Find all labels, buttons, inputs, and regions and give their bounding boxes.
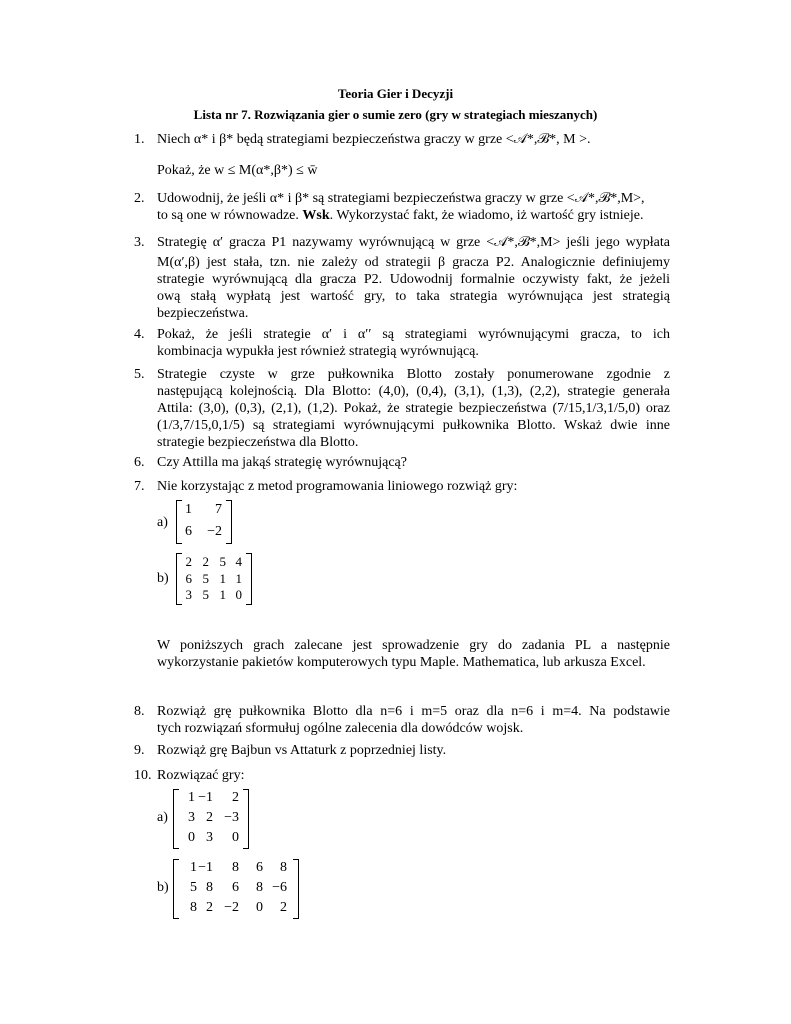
matrix-cell: −6 [272, 880, 287, 895]
matrix-cell: 2 [206, 900, 213, 915]
matrix-cell: 6 [185, 571, 192, 586]
matrix-cell: 2 [232, 790, 239, 805]
note-line: wykorzystanie pakietów komputerowych typu Maple. Mathematica, lub arkusza Excel. [157, 655, 646, 670]
exercise-text [157, 131, 670, 148]
matrix-cell: 1 [235, 571, 242, 586]
hint-label: Wsk [302, 208, 330, 223]
exercise-text [157, 162, 670, 179]
exercise-line: Strategię α′ gracza P1 nazywamy wyrównującą w grze <𝒜*,ℬ*,M> jeśli jego wypłata [157, 235, 670, 250]
matrix-cell: 5 [190, 880, 197, 895]
matrix-cell: −2 [207, 524, 222, 539]
exercise-number: 9. [134, 743, 145, 758]
note-paragraph [157, 637, 670, 671]
exercise-text [157, 478, 670, 495]
exercise-number: 1. [134, 132, 145, 147]
exercise-line: kombinacja wypukła jest również strategią wyrównującą. [157, 344, 479, 359]
matrix-cell: 8 [280, 860, 287, 875]
exercise-line: Rozwiązać gry: [157, 768, 245, 783]
exercise-text [157, 742, 670, 759]
exercise-line: M(α′,β) jest stała, tzn. nie zależy od strategii β gracza P2. Analogicznie definiujemy [157, 255, 670, 270]
exercise-text [157, 234, 670, 322]
exercise-line: Pokaż, że w ≤ M(α*,β*) ≤ w̄ [157, 163, 318, 178]
matrix-cell: 3 [185, 587, 192, 602]
matrix-10a [173, 789, 249, 849]
matrix-cell: 2 [206, 810, 213, 825]
exercise-line: Strategie czyste w grze pułkownika Blotto zostały ponumerowane zgodnie z [157, 367, 670, 382]
bracket-right [243, 789, 249, 849]
exercise-number: 2. [134, 191, 145, 206]
exercise-line: (1/3,7/15,0,1/5) są strategiami wyrównującymi pułkownika Blotto. Wskaż dwie inne [157, 418, 670, 433]
exercise-line: Rozwiąż grę pułkownika Blotto dla n=6 i m=5 oraz dla n=6 i m=4. Na podstawie [157, 704, 670, 719]
matrix-7a [176, 500, 232, 544]
matrix-7b [176, 553, 252, 605]
exercise-text [157, 703, 670, 737]
exercise-line: Niech α* i β* będą strategiami bezpieczeństwa graczy w grze <𝒜*,ℬ*, M >. [157, 132, 591, 147]
matrix-cell: −3 [224, 810, 239, 825]
exercise-line: Attila: (3,0), (0,3), (2,1), (1,2). Pokaż, że strategie bezpieczeństwa (7/15,1/3,1/5,0) oraz [157, 401, 670, 416]
exercise-line: następującą kolejnością. Dla Blotto: (4,0), (0,4), (3,1), (1,3), (2,2), strategie generała [157, 384, 670, 399]
matrix-cell: 8 [190, 900, 197, 915]
exercise-line: Czy Attilla ma jakąś strategię wyrównującą? [157, 455, 407, 470]
matrix-cell: 2 [280, 900, 287, 915]
matrix-label: b) [157, 880, 169, 895]
exercise-line: tych rozwiązań sformułuj ogólne zalecenia dla dowódców wojsk. [157, 721, 524, 736]
exercise-number: 7. [134, 479, 145, 494]
exercise-line: Udowodnij, że jeśli α* i β* są strategiami bezpieczeństwa graczy w grze <𝒜*,ℬ*,M>, [157, 191, 645, 206]
matrix-label: a) [157, 810, 168, 825]
matrix-cell: 0 [232, 830, 239, 845]
matrix-label: b) [157, 571, 169, 586]
exercise-text [157, 326, 670, 360]
hint-text: . Wykorzystać fakt, że wiadomo, iż wartość gry istnieje. [329, 208, 644, 223]
matrix-cell: 4 [235, 554, 242, 569]
exercise-text [157, 190, 670, 224]
matrix-cell: 3 [206, 830, 213, 845]
matrix-cell: 5 [219, 554, 226, 569]
exercise-text [157, 366, 670, 451]
matrix-cell: 1 [219, 587, 226, 602]
matrix-cell: −1 [198, 860, 213, 875]
exercise-text [157, 454, 670, 471]
exercise-number: 4. [134, 327, 145, 342]
exercise-line: bezpieczeństwa. [157, 306, 249, 321]
matrix-cell: 3 [188, 810, 195, 825]
exercise-line [157, 207, 670, 224]
matrix-cell: 1 [219, 571, 226, 586]
matrix-cell: 7 [215, 502, 222, 517]
note-line: W poniższych grach zalecane jest sprowadzenie gry do zadania PL a następnie [157, 638, 670, 653]
hint-prefix: to są one w równowadze. [157, 208, 303, 223]
matrix-cell: 2 [202, 554, 209, 569]
exercise-number: 6. [134, 455, 145, 470]
matrix-cell: −2 [224, 900, 239, 915]
exercise-number: 10. [134, 768, 152, 783]
matrix-cell: 5 [202, 587, 209, 602]
matrix-cell: 1 [188, 790, 195, 805]
matrix-cell: 8 [256, 880, 263, 895]
document-subtitle: Lista nr 7. Rozwiązania gier o sumie zero (gry w strategiach mieszanych) [193, 107, 598, 122]
matrix-cell: 1 [185, 502, 192, 517]
matrix-cell: 2 [185, 554, 192, 569]
matrix-cell: 8 [206, 880, 213, 895]
matrix-10b [173, 859, 299, 919]
matrix-label: a) [157, 515, 168, 530]
bracket-right [293, 859, 299, 919]
exercise-number: 5. [134, 367, 145, 382]
matrix-cell: 1 [190, 860, 197, 875]
exercise-line: ową stałą wypłatą jest wartość gry, to taka strategia wyrównująca jest strategią [157, 289, 670, 304]
exercise-line: Nie korzystając z metod programowania liniowego rozwiąż gry: [157, 479, 518, 494]
bracket-right [226, 500, 232, 544]
matrix-cell: 8 [232, 860, 239, 875]
matrix-cell: 6 [256, 860, 263, 875]
exercise-text [157, 767, 670, 784]
document-title: Teoria Gier i Decyzji [337, 86, 454, 101]
matrix-cell: 0 [256, 900, 263, 915]
exercise-number: 3. [134, 235, 145, 250]
exercise-line: strategie bezpieczeństwa dla Blotto. [157, 435, 359, 450]
matrix-cell: 0 [235, 587, 242, 602]
matrix-cell: 6 [232, 880, 239, 895]
matrix-cell: 0 [188, 830, 195, 845]
matrix-cell: 6 [185, 524, 192, 539]
matrix-cell: 5 [202, 571, 209, 586]
exercise-line: Pokaż, że jeśli strategie α′ i α′′ są strategiami wyrównującymi gracza, to ich [157, 327, 670, 342]
exercise-number: 8. [134, 704, 145, 719]
exercise-line: strategie wyrównującą dla gracza P2. Udowodnij formalnie oczywisty fakt, że jeżeli [157, 272, 670, 287]
matrix-cell: −1 [198, 790, 213, 805]
exercise-line: Rozwiąż grę Bajbun vs Attaturk z poprzedniej listy. [157, 743, 447, 758]
bracket-right [246, 553, 252, 605]
